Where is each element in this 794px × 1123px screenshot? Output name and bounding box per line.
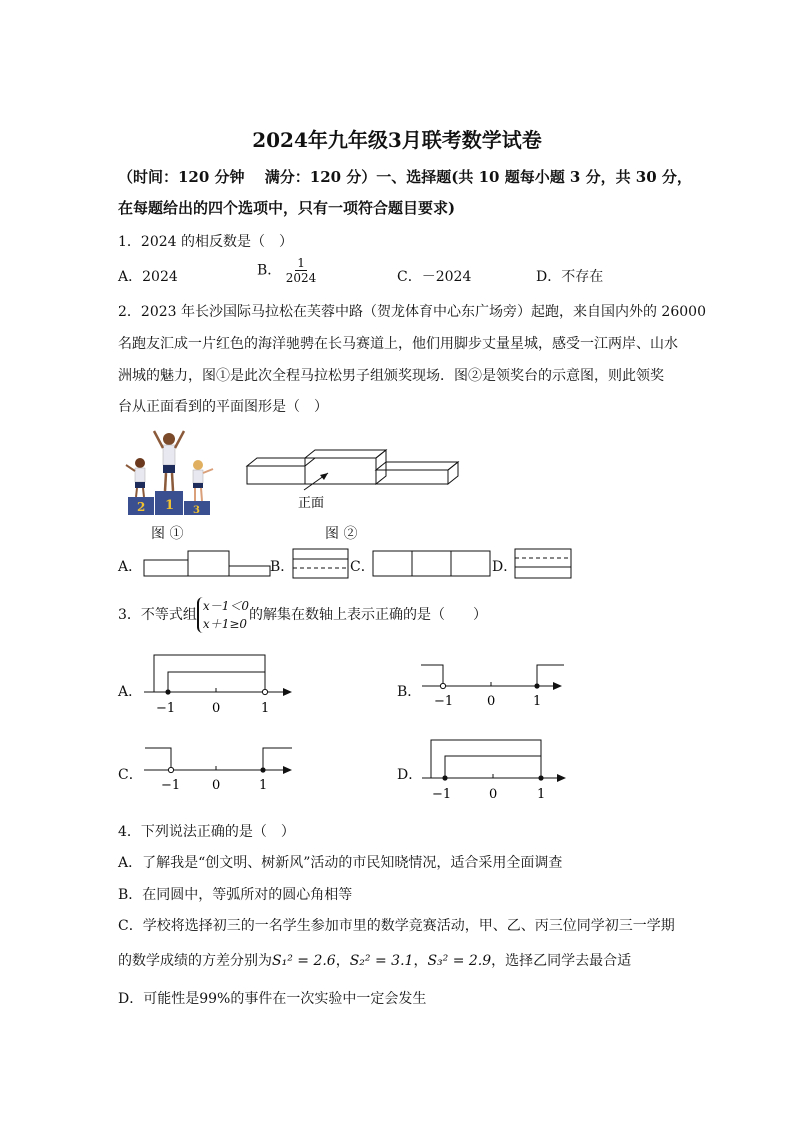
runner-1-shorts [163,465,175,473]
q4-c2-suffix: ，选择乙同学去最合适 [491,953,632,969]
runner-3-arm [203,469,213,473]
runner-1-body [163,445,175,465]
q2-option-d-label: D． [492,559,518,575]
q3-inequality-2: x＋1≥0 [202,617,248,631]
solid-point-neg1 [165,689,170,694]
q2-option-b-figure [292,548,350,580]
hollow-point-1 [262,689,267,694]
q4-option-d: D．可能性是99%的事件在一次实验中一定会发生 [118,991,427,1007]
range-left [421,665,443,686]
q3-inequality-system [197,597,249,633]
tick-label-1: 1 [261,701,270,716]
runner-2-leg [143,488,144,497]
podium-number-3: 3 [193,505,200,515]
center-block-front [305,458,376,484]
center-block-top [305,450,386,458]
podium-number-2: 2 [137,500,146,514]
runner-3-body [193,470,203,483]
hollow-point-neg1 [440,683,445,688]
runner-3-leg [201,488,202,501]
q3-option-c-numberline [140,742,300,798]
range-x-lt-1 [431,740,541,778]
tick-label-neg1: −1 [434,694,454,709]
q2-option-a-figure [143,550,271,578]
runner-1-arm [154,431,163,448]
runner-2-body [135,468,145,482]
axis-arrow [557,774,566,782]
range-x-lt-1 [154,655,265,692]
q4-option-a: A．了解我是“创文明、树新风”活动的市民知晓情况，适合采用全面调查 [118,855,563,871]
tick-label-0: 0 [212,778,221,793]
runner-1-head [163,433,175,445]
podium-sketch [240,448,460,516]
q3-stem [118,597,487,633]
q2-option-c-figure [372,550,492,578]
q2-line3: 洲城的魅力，图①是此次全程马拉松男子组颁奖现场．图②是领奖台的示意图，则此领奖 [118,368,664,384]
tick-label-1: 1 [533,694,542,709]
tick-label-0: 0 [489,787,498,802]
q1-d-label: D． [536,269,562,285]
tick-label-0: 0 [212,701,221,716]
fig2-caption: 图 ② [325,526,358,542]
q2-option-c-label: C． [350,559,375,575]
fig1-caption: 图 ① [151,526,184,542]
q4-variance-3: S₃² = 2.9 [427,953,492,969]
q1-a-label: A． [118,269,143,285]
runner-2-head [135,458,145,468]
tick-label-1: 1 [537,787,546,802]
q2-option-d-figure [514,548,574,580]
q2a-left-rect [144,560,188,576]
front-arrow-head [320,473,328,480]
q4-option-c-line1: C．学校将选择初三的一名学生参加市里的数学竞赛活动，甲、乙、丙三位同学初三一学期 [118,918,675,934]
q1-c-text: －2024 [421,269,472,285]
q2a-center-rect [188,551,229,576]
q2-option-b-label: B． [270,559,295,575]
q1-b-numerator: 1 [297,256,305,270]
q1-c-label: C． [397,269,422,285]
q1-b-fraction [286,256,317,285]
q1-option-c [397,266,471,286]
exam-info-line1: （时间：120 分钟 满分：120 分）一、选择题(共 10 题每小题 3 分，共 30 分， [118,168,692,186]
axis-arrow [283,766,292,774]
q1-b-label: B． [257,262,282,279]
q3-option-a-numberline [140,650,300,716]
q1-a-text: 2024 [142,269,178,285]
range-right [537,665,564,686]
hollow-point-neg1 [168,767,173,772]
runner-2-leg [136,488,137,497]
range-left [145,748,171,770]
q2-line2: 名跑友汇成一片红色的海洋驰骋在长马赛道上，他们用脚步丈量星城，感受一江两岸、山水 [118,336,678,352]
right-block-front [376,470,448,484]
q1-option-a [118,266,178,286]
q3-option-d-label: D． [397,767,423,783]
runner-1-arm [175,431,184,448]
q2c-left-rect [373,551,412,576]
q1-d-text: 不存在 [561,269,604,285]
q2-line1: 2．2023 年长沙国际马拉松在芙蓉中路（贺龙体育中心东广场旁）起跑，来自国内外的 26000 [118,304,706,320]
runner-3-head [193,460,203,470]
q1-option-b [257,256,316,285]
page-title: 2024年九年级3月联考数学试卷 [252,128,542,152]
center-block-side [376,450,386,484]
tick-label-0: 0 [487,694,496,709]
solid-point-neg1 [442,775,447,780]
q4-option-c-line2: 的数学成绩的方差分别为S₁² = 2.6，S₂² = 3.1，S₃² = 2.9，选择乙同学去最合适 [118,953,632,969]
q2-line4: 台从正面看到的平面图形是（ ） [118,399,328,415]
tick-label-1: 1 [259,778,268,793]
runner-2-shorts [135,482,145,488]
solid-point-1 [260,767,265,772]
q4-variance-2: S₂² = 3.1 [349,953,414,969]
tick-label-neg1: −1 [161,778,181,793]
q3-stem-prefix: 3．不等式组 [118,607,197,623]
q4-c2-prefix: 的数学成绩的方差分别为 [118,953,272,969]
tick-label-neg1: −1 [156,701,176,716]
solid-point-1 [534,683,539,688]
q2a-right-rect [229,566,270,576]
podium-sketch-shapes [247,450,458,484]
tick-label-neg1: −1 [432,787,452,802]
q2c-right-rect [451,551,490,576]
q2-option-a-label: A． [118,559,143,575]
q3-stem-suffix: 的解集在数轴上表示正确的是（ ） [248,607,487,623]
q3-option-b-numberline [418,660,578,716]
exam-info-line2: 在每题给出的四个选项中，只有一项符合题目要求) [118,199,456,217]
q1-stem: 1．2024 的相反数是（ ） [118,234,293,250]
front-label: 正面 [298,496,325,511]
q2b-outer-rect [293,549,348,578]
q1-option-d [536,266,603,286]
axis-arrow [283,688,292,696]
podium-photo [118,425,228,515]
runner-1-leg [172,473,173,491]
q4-option-b: B．在同圆中，等弧所对的圆心角相等 [118,887,353,903]
q3-inequality-1: x－1＜0 [202,599,249,613]
q2d-outer-rect [515,549,571,578]
podium-number-1: 1 [165,498,175,513]
axis-arrow [553,682,562,690]
runner-3-shorts [193,483,203,488]
runner-2-arm [126,465,135,471]
q1-b-denominator: 2024 [285,271,317,285]
q4-variance-1: S₁² = 2.6 [272,953,336,969]
range-right [263,748,292,770]
q2c-center-rect [412,551,451,576]
q3-option-a-label: A． [118,684,143,700]
right-block-top [376,462,458,470]
q3-option-b-label: B． [397,684,422,700]
q3-option-c-label: C． [118,767,143,783]
left-block-front [247,466,305,484]
right-block-side [448,462,458,484]
q4-stem: 4．下列说法正确的是（ ） [118,824,295,840]
solid-point-1 [538,775,543,780]
runner-1-leg [165,473,166,491]
q3-option-d-numberline [418,734,578,802]
